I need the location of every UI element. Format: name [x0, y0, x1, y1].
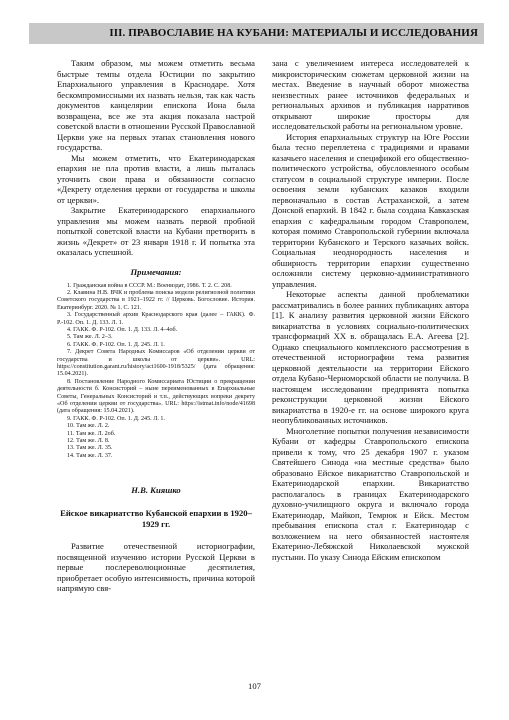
paragraph: Таким образом, мы можем отметить весьма быстрые темпы отдела Юстиции по закрытию Епархиального управления в Краснодаре. Хотя бескомпромиссными их назвать нельзя, так как часть документов канцелярии епископа Иона была возвращена, все же эта акция показала настрой советской власти в отношении Русской Православной Церкви уже на первых этапах становления нового государства.	[57, 58, 255, 152]
note-item: 7. Декрет Совета Народных Комиссаров «Об отделении церкви от государства и школы от церкви». URL: https://constitution.garant.ru/history/act1600-1918/5325/ (дата обращения: 15.04.2021).	[57, 349, 255, 378]
note-item: 8. Постановление Народного Комиссариата Юстиции о прекращении деятельности б. Консисторий – ныне переименованных в Епархиальные Советы, Генеральных Консисторий и т.п., действующих вопреки декрету «Об отделении церкви от государства». URL: https://istmat.info/node/41698 (дата обращения: 15.04.2021).	[57, 378, 255, 415]
note-item: 9. ГАКК. Ф. Р-102. Оп. 1. Д. 245. Л. 1.	[67, 415, 165, 422]
article-title: Ейское викариатство Кубанской епархии в 1920–1929 гг.	[60, 508, 252, 529]
note-item: 10. Там же. Л. 2.	[67, 423, 110, 430]
paragraph: Развитие отечественной историографии, посвященной изучению истории Русской Церкви в первые послереволюционные десятилетия, приобретает особую интенсивность, причина которой напрямую свя-	[57, 541, 255, 594]
paragraph: Закрытие Екатеринодарского епархиального управления мы можем назвать первой пробной попыткой советской власти на Кубани претворить в жизнь «Декрет» от 23 января 1918 г. И попытка эта оказалась успешной.	[57, 205, 255, 257]
notes-heading: Примечания:	[130, 266, 182, 277]
article-author: Н.В. Кияшко	[131, 485, 181, 496]
running-header-title: III. ПРАВОСЛАВИЕ НА КУБАНИ: МАТЕРИАЛЫ И ИССЛЕДОВАНИЯ	[109, 27, 478, 39]
paragraph: Мы можем отметить, что Екатеринодарская епархия не пла против власти, а лишь пыталась уточнить свои права и обязанности согласно «Декрету отделения церкви от государства и школы от церкви».	[57, 152, 255, 205]
note-item: 14. Там же. Л. 37.	[67, 452, 113, 459]
note-item: 13. Там же. Л. 35.	[67, 445, 113, 452]
note-item: 12. Там же. Л. 8.	[67, 438, 110, 445]
paragraph: Многолетние попытки получения независимости Кубани от кафедры Ставропольского епископа привели к тому, что 25 декабря 1907 г. указом Святейшего Синода «на местные средства» было образовано Ейское викариатство Ставропольской и Екатеринодарской епархии. Викариатство располагалось в границах Екатеринодарского духовно-училищного округа и включало города Екатеринодар, Майкоп, Темрюк и Ейск. Местом пребывания епископа стал г. Екатеринодар с возложением на него обязанностей настоятеля Екатерино-Лебяжской Николаевской мужской пустыни. По указу Синода Ейским епископом	[272, 425, 469, 562]
page-number: 107	[248, 681, 261, 691]
note-item: 4. ГАКК. Ф. Р-102. Оп. 1. Д. 133. Л. 4–4об.	[67, 326, 178, 333]
right-column	[272, 58, 469, 562]
note-item: 5. Там же. Л. 2–3.	[67, 334, 113, 341]
running-header	[29, 23, 484, 44]
left-column	[57, 58, 255, 594]
note-item: 1. Гражданская война в СССР. М.: Воениздат, 1986. Т. 2. С. 208.	[67, 282, 232, 289]
note-item: 11. Там же. Л. 2об.	[67, 430, 116, 437]
note-item: 3. Государственный архив Краснодарского края (далее – ГАКК). Ф. Р.-102. Оп. 1. Д. 133. Л. 1.	[57, 312, 255, 326]
notes-list	[57, 283, 255, 461]
paragraph: Некоторые аспекты данной проблематики рассматривались в более ранних публикациях автора [1]. К анализу развития церковной жизни Ейского викариатства в условиях социально-политических трансформаций XX в. обращалась Е.А. Агеева [2]. Однако специального комплексного рассмотрения в отечественной историографии тема развития церковной деятельности на территории Ейского отдела Кубано-Черноморской области не получила. В настоящем исследовании предпринята попытка реконструкции церковной жизни Ейского викариатства в 1920-е гг. на основе широкого круга неопубликованных источников.	[272, 289, 469, 425]
note-item: 2. Клавина Н.В. ВЧК и проблема поиска модели религиозной политики Советского государства в 1921–1922 гг. // Церковь. Богословие. История. Екатеринбург. 2020. № 1. С. 121.	[57, 289, 255, 311]
note-item: 6. ГАКК. Ф. Р-102. Оп. 1. Д. 245. Л. 1.	[67, 341, 165, 348]
paragraph: зана с увеличением интереса исследователей к микроисторическим сюжетам церковной жизни на местах. Введение в научный оборот множества неизвестных ранее источников федеральных и региональных архивов и публикация нарративов открывают широкие просторы для исследовательской работы на региональном уровне.	[272, 58, 469, 131]
paragraph: История епархиальных структур на Юге России была тесно переплетена с традициями и нравами казачьего населения и спецификой его общественно-политического устройства, обусловленного особым статусом в социальной структуре империи. После освоения земли кубанских казаков входили первоначально в состав Астраханской, а затем Донской епархий. В 1842 г. была создана Кавказская епархия с кафедральным городом Ставрополем, которая помимо Ставропольской губернии включала территории Кубанского и Терского казачьих войск. Социальная неоднородность населения и обширность территории епархии существенно осложняли систему церковно-административного управления.	[272, 131, 469, 289]
